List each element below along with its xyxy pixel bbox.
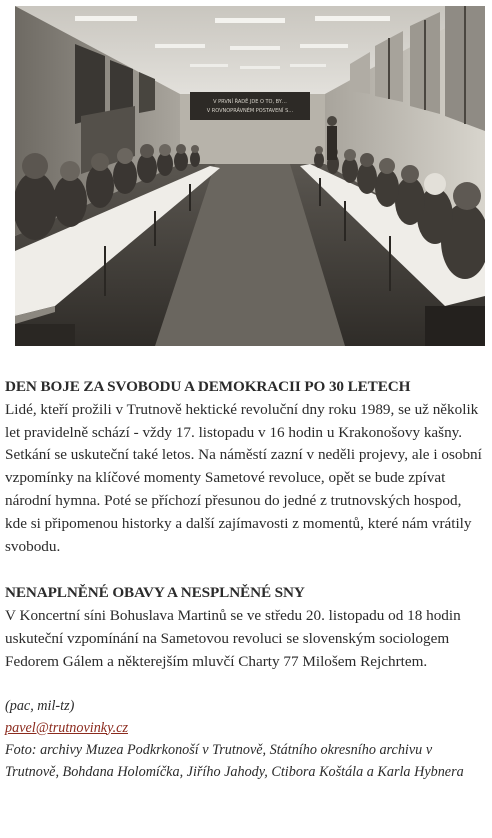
meeting-hall-photo [15,6,485,346]
author-signature: (pac, mil-tz) [5,697,75,714]
archive-photo [15,6,485,346]
author-email-link[interactable]: pavel@trutnovinky.cz [5,719,128,736]
photo-credit: Foto: archivy Muzea Podkrkonoší v Trutnově, Státního okresního archivu v Trutnově, Bohdana Holomíčka, Jiřího Jahody, Ctibora Koštála a Karla Hybnera [5,741,464,780]
article [5,376,487,783]
section-body-2: V Koncertní síni Bohuslava Martinů se ve středu 20. listopadu od 18 hodin uskuteční vzpomínání na Sametovou revoluci se slovenským sociologem Fedorem Gálem a některejším mluvčí Charty 77 Milošem Rejchrtem. [5,607,461,670]
banner [190,92,310,120]
svg-text:V ROVNOPRÁVNÉM POSTAVENÍ S…: V ROVNOPRÁVNÉM POSTAVENÍ S… [206,108,294,114]
section-body-1: Lidé, kteří prožili v Trutnově hektické revoluční dny roku 1989, se už několik let pravidelně schází - vždy 17. listopadu v 16 hodin u Krakonošovy kašny. Setkání se uskuteční také letos. Na náměstí zazní v neděli projevy, ale i osobní vzpomínky na klíčové momenty Sametové revoluce, opět se bude zpívat národní hymna. Poté se příchozí přesunou do jedné z trutnovských hospod, kde si připomenou historky a další zajímavosti z momentů, které nám vrátily svobodu. [5,400,482,555]
section-heading-2: NENAPLNĚNÉ OBAVY A NESPLNĚNÉ SNY [5,584,305,602]
svg-text:V PRVNÍ ŘADĚ JDE O TO, BY…: V PRVNÍ ŘADĚ JDE O TO, BY… [213,99,287,105]
section-heading-1: DEN BOJE ZA SVOBODU A DEMOKRACII PO 30 LETECH [5,378,411,395]
